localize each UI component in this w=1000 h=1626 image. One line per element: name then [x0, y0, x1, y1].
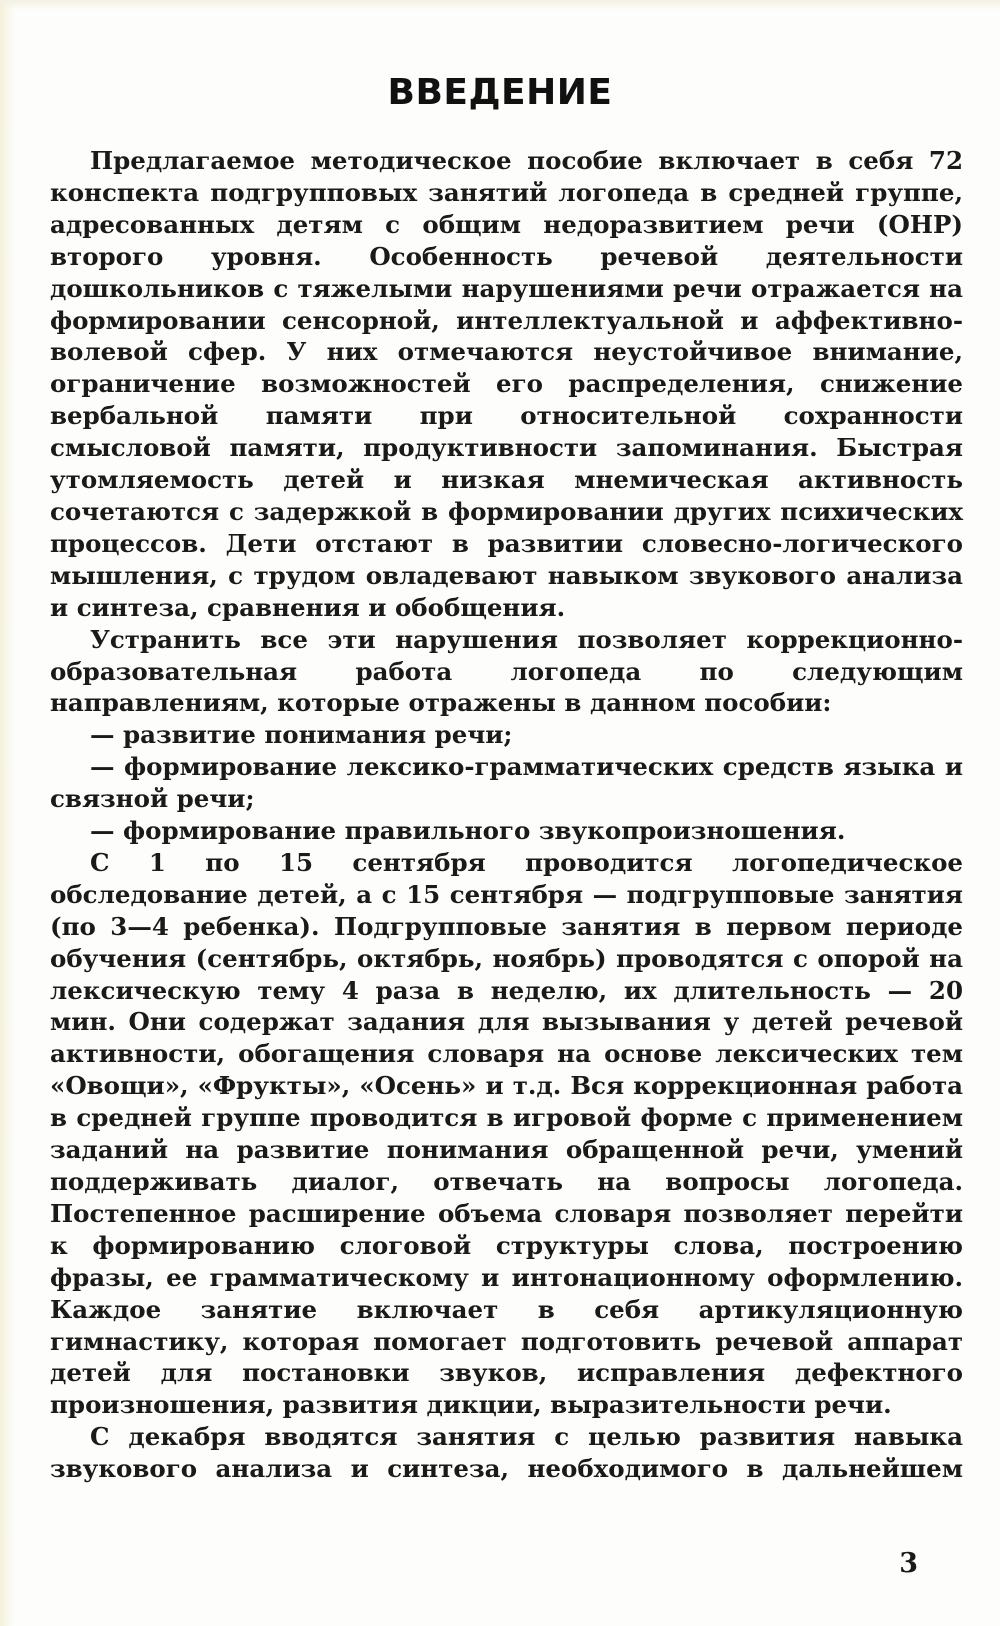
paragraph-intro: Предлагаемое методическое пособие включает в себя 72 конспекта подгрупповых занятий логопеда в средней группе, адресованных детям с общим недоразвитием речи (ОНР) второго уровня. Особенность речевой деятельности дошкольников с тяжелыми нарушениями речи отражается на формировании сенсорной, интеллектуальной и аффективно-волевой сфер. У них отмечаются неустойчивое внимание, ограничение возможностей его распределения, снижение вербальной памяти при относительной сохранности смысловой памяти, продуктивности запоминания. Быстрая утомляемость детей и низкая мнемическая активность сочетаются с задержкой в формировании других психических процессов. Дети отстают в развитии словесно-логического мышления, с трудом овладевают навыком звукового анализа и синтеза, сравнения и обобщения.	[50, 146, 963, 622]
page-top-shadow	[0, 0, 1000, 10]
paragraph-december: С декабря вводятся занятия с целью развития навыка звукового анализа и синтеза, необходимого в дальнейшем	[50, 1422, 963, 1484]
page-number: 3	[899, 1548, 918, 1579]
list-item-lexical-grammatical: — формирование лексико-грамматических средств языка и связной речи;	[50, 752, 963, 814]
list-item-pronunciation: — формирование правильного звукопроизношения.	[90, 816, 846, 846]
page-edge-shadow	[0, 0, 14, 1626]
chapter-heading: ВВЕДЕНИЕ	[387, 72, 613, 113]
body-text	[50, 145, 963, 1485]
list-item-speech-understanding: — развитие понимания речи;	[90, 720, 513, 750]
paragraph-directions: Устранить все эти нарушения позволяет коррекционно-образовательная работа логопеда по следующим направлениям, которые отражены в данном пособии:	[50, 624, 963, 718]
paragraph-schedule: С 1 по 15 сентября проводится логопедическое обследование детей, а с 15 сентября — подгрупповые занятия (по 3—4 ребенка). Подгрупповые занятия в первом периоде обучения (сентябрь, октябрь, ноябрь) проводятся с опорой на лексическую тему 4 раза в неделю, их длительность — 20 мин. Они содержат задания для вызывания у детей речевой активности, обогащения словаря на основе лексических тем «Овощи», «Фрукты», «Осень» и т.д. Вся коррекционная работа в средней группе проводится в игровой форме с применением заданий на развитие понимания обращенной речи, умений поддерживать диалог, отвечать на вопросы логопеда. Постепенное расширение объема словаря позволяет перейти к формированию слоговой структуры слова, построению фразы, ее грамматическому и интонационному оформлению. Каждое занятие включает в себя артикуляционную гимнастику, которая помогает подготовить речевой аппарат детей для постановки звуков, исправления дефектного произношения, развития дикции, выразительности речи.	[50, 847, 963, 1420]
